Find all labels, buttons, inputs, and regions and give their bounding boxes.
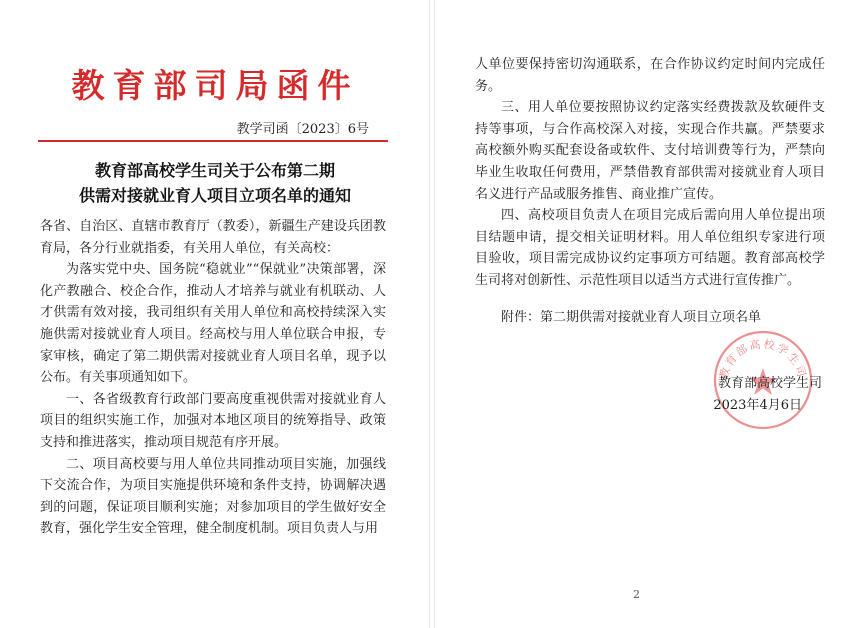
document-title (0, 158, 430, 208)
signature-date: 2023年4月6日 (713, 398, 802, 413)
letterhead-red-rule (38, 140, 388, 142)
salutation: 各省、自治区、直辖市教育厅（教委），新疆生产建设兵团教育局，各分行业就指委，有关用人单位，有关高校： (40, 219, 386, 256)
document-body-right (475, 54, 825, 292)
signature-organization: 教育部高校学生司 (717, 376, 822, 391)
paragraph-two-continued: 人单位要保持密切沟通联系，在合作协议约定时间内完成任务。 (475, 57, 825, 94)
document-title-line1: 教育部高校学生司关于公布第二期 (94, 161, 335, 180)
page-number: 2 (633, 588, 640, 601)
paragraph-four: 四、高校项目负责人在项目完成后需向用人单位提出项目结题申请，提交相关证明材料。用人单位组织专家进行项目验收，项目需完成协议约定事项方可结题。教育部高校学生司将对创新性、示范性项目以适当方式进行宣传推广。 (475, 208, 825, 288)
letterhead-title: 教育部司局函件 (71, 66, 359, 105)
attachment-line: 附件：第二期供需对接就业育人项目立项名单 (501, 310, 762, 325)
paragraph-two: 二、项目高校要与用人单位共同推动项目实施，加强线下交流合作，为项目实施提供环境和条件支持，协调解决遇到的问题，保证项目顺利实施；对参加项目的学生做好安全教育，强化学生安全管理，健全制度机制。项目负责人与用 (40, 456, 386, 537)
paragraph-one: 一、各省级教育行政部门要高度重视供需对接就业育人项目的组织实施工作，加强对本地区项目的统筹指导、政策支持和推进落实，推动项目规范有序开展。 (40, 391, 386, 450)
paragraph-intro: 为落实党中央、国务院“稳就业”“保就业”决策部署，深化产教融合、校企合作，推动人才培养与就业有机联动、人才供需有效对接，我司组织有关用人单位和高校持续深入实施供需对接就业育人项目。经高校与用人单位联合申报，专家审核，确定了第二期供需对接就业育人项目名单，现予以公布。有关事项通知如下。 (40, 262, 386, 386)
document-page-right (434, 0, 864, 628)
paragraph-three: 三、用人单位要按照协议约定落实经费拨款及软硬件支持等事项，与合作高校深入对接，实现合作共赢。严禁要求高校额外购买配套设备或软件、支付培训费等行为，严禁向毕业生收取任何费用，严禁借教育部供需对接就业育人项目名义进行产品或服务推售、商业推广宣传。 (475, 100, 825, 202)
document-body-left (40, 216, 386, 540)
document-number: 教学司函〔2023〕6号 (236, 122, 369, 137)
svg-text:教育部高校学生司: 教育部高校学生司 (717, 337, 809, 381)
document-page-left (0, 0, 430, 628)
document-title-line2: 供需对接就业育人项目立项名单的通知 (78, 186, 351, 205)
